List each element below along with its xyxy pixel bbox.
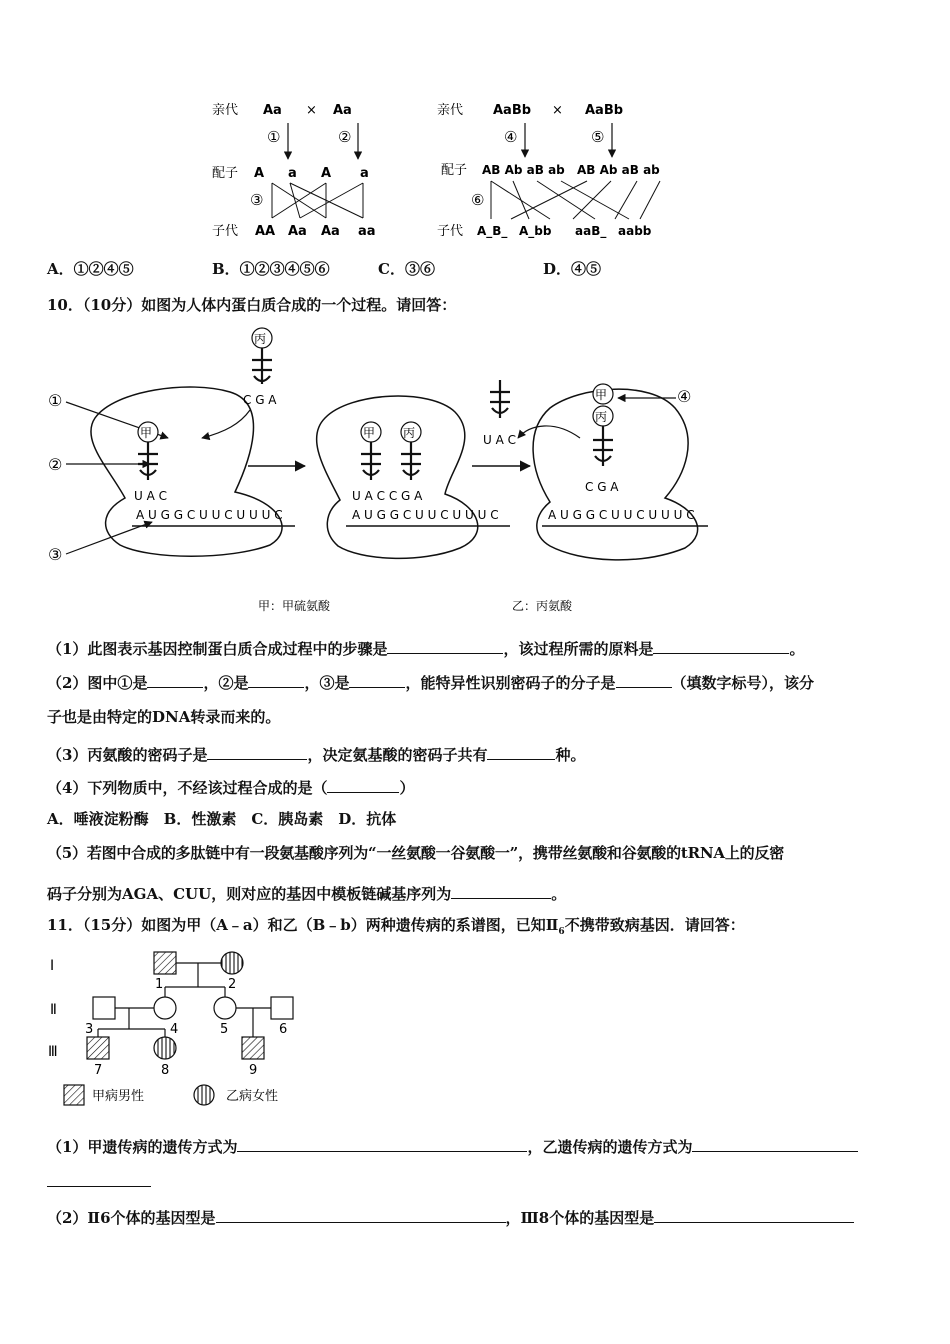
q10-5-cont: 码子分别为AGA、CUU，则对应的基因中模板链碱基序列为 。 [47,885,567,903]
generation-label: Ⅲ [48,1044,58,1060]
offspring-genotype: AA [255,224,276,239]
q10-4-options: A．唾液淀粉酶 B．性激素 C．胰岛素 D．抗体 [47,810,397,828]
gametes-left: AB Ab aB ab [482,163,565,177]
gamete: a [288,166,297,181]
q10-3: （3）丙氨酸的密码子是 ，决定氨基酸的密码子共有 种。 [47,746,586,764]
marker-1: ① [48,391,63,410]
amino-acid-jia: 甲 [363,426,376,440]
gamete: A [254,166,265,181]
gamete-label: 配子 [441,163,468,178]
offspring-genotype: A_B_ [477,224,508,238]
legend-yi-symbol [194,1085,214,1105]
parent-2-genotype: Aa [333,103,352,118]
amino-acid-jia: 甲 [140,426,153,440]
individual-9-affected-male [242,1037,264,1059]
individual-number: 3 [85,1022,94,1037]
trna-icon [401,442,421,480]
q9-option-b: B．①②③④⑤⑥ [212,260,330,278]
individual-number: 4 [170,1022,179,1037]
parent-label: 亲代 [212,103,239,118]
individual-number: 8 [161,1063,170,1078]
marker-3: ③ [48,545,63,564]
pedigree-chart [40,943,340,1113]
cross-symbol: × [306,103,317,118]
mrna-sequence: A U G G C U U C U U U C [548,508,695,522]
individual-number: 1 [155,977,164,992]
anticodon: C G A [243,393,277,407]
anticodons: U A C C G A [352,489,423,503]
trna-icon [361,442,381,480]
gametes-right: AB Ab aB ab [577,163,660,177]
marker-4: ④ [677,387,692,406]
individual-7-affected-male [87,1037,109,1059]
q10-2: （2）图中①是 ，②是 ，③是 ，能特异性识别密码子的分子是 （填数字标号），该分 [47,674,815,692]
q9-option-c: C．③⑥ [378,260,435,278]
marker-2: ② [48,455,63,474]
q10-header: 10．（10分）如图为人体内蛋白质合成的一个过程。请回答： [47,296,457,314]
individual-number: 7 [94,1063,103,1078]
individual-number: 9 [249,1063,258,1078]
individual-number: 2 [228,977,237,992]
mrna-sequence: A U G G C U U C U U U C [352,508,499,522]
individual-number: 5 [220,1022,229,1037]
cross-diagram-1 [200,95,400,245]
amino-acid-bing: 丙 [595,410,608,424]
offspring-genotype: aa [358,224,376,239]
mrna-sequence: A U G G C U U C U U U C [136,508,283,522]
fertilization-lines [491,181,660,219]
step-6-label: ⑥ [471,191,485,209]
offspring-genotype: A_bb [519,224,552,238]
individual-6-male [271,997,293,1019]
step-4-label: ④ [504,128,518,146]
q10-5: （5）若图中合成的多肽链中有一段氨基酸序列为“一丝氨酸一谷氨酸一”，携带丝氨酸和谷氨酸的tRNA上的反密 [47,844,785,862]
q11-1: （1）甲遗传病的遗传方式为 ，乙遗传病的遗传方式为 [47,1137,858,1155]
release-arrow [518,426,580,438]
legend-jia-label: 甲病男性 [92,1089,145,1104]
translation-diagram [40,320,720,620]
legend-yi: 乙：丙氨酸 [512,599,573,613]
parent-2-genotype: AaBb [585,103,624,118]
cross-symbol: × [552,103,563,118]
q10-4: （4）下列物质中，不经该过程合成的是（ ） [47,779,415,797]
individual-5-female [214,997,236,1019]
offspring-label: 子代 [437,224,464,239]
ribosome-panel-1 [91,387,282,556]
offspring-label: 子代 [212,224,239,239]
legend-jia-symbol [64,1085,84,1105]
trna-icon [252,348,272,384]
individual-number: 6 [279,1022,288,1037]
individual-4-female [154,997,176,1019]
ribosome-panel-2 [317,396,478,558]
q10-2-cont: 子也是由特定的DNA转录而来的。 [47,708,281,726]
ribosome-panel-3 [533,389,698,560]
individual-3-male [93,997,115,1019]
individual-1-affected-male [154,952,176,974]
generation-label: Ⅰ [50,958,55,974]
q11-1-continuation-blank [47,1186,151,1187]
legend-yi-label: 乙病女性 [226,1089,279,1104]
q11-2: （2）Ⅱ6个体的基因型是 ，Ⅲ8个体的基因型是 [47,1208,854,1226]
trna-icon [593,426,613,466]
cross-diagram-2 [425,95,670,245]
anticodon: C G A [585,480,619,494]
step-2-label: ② [338,128,352,146]
step-1-label: ① [267,128,281,146]
offspring-genotype: aabb [618,224,652,238]
trna-icon [138,442,158,480]
amino-acid-bing: 丙 [403,426,416,440]
gamete: A [321,166,332,181]
offspring-genotype: aaB_ [575,224,607,238]
individual-8-affected-female [154,1037,176,1059]
offspring-genotype: Aa [321,224,340,239]
individual-2-affected-female [221,952,243,974]
q9-option-d: D．④⑤ [543,260,602,278]
q10-1: （1）此图表示基因控制蛋白质合成过程中的步骤是 ，该过程所需的原料是 。 [47,640,805,658]
trna-icon [490,380,510,418]
amino-acid-jia: 甲 [595,388,608,402]
parent-1-genotype: AaBb [493,103,532,118]
generation-label: Ⅱ [50,1002,57,1018]
step-5-label: ⑤ [591,128,605,146]
entry-arrow [202,410,250,438]
q9-option-a: A．①②④⑤ [47,260,134,278]
legend-jia: 甲：甲硫氨酸 [258,599,331,613]
fertilization-lines [272,183,363,218]
anticodon: U A C [483,433,516,447]
parent-1-genotype: Aa [263,103,282,118]
q11-header: 11．（15分）如图为甲（A﹣a）和乙（B﹣b）两种遗传病的系谱图，已知$Ⅱ_6$不携带致病基因．请回答： [47,916,745,937]
amino-acid-bing: 丙 [254,332,267,346]
anticodon: U A C [134,489,167,503]
parent-label: 亲代 [437,103,464,118]
step-3-label: ③ [250,191,264,209]
gamete-label: 配子 [212,166,239,181]
offspring-genotype: Aa [288,224,307,239]
gamete: a [360,166,369,181]
